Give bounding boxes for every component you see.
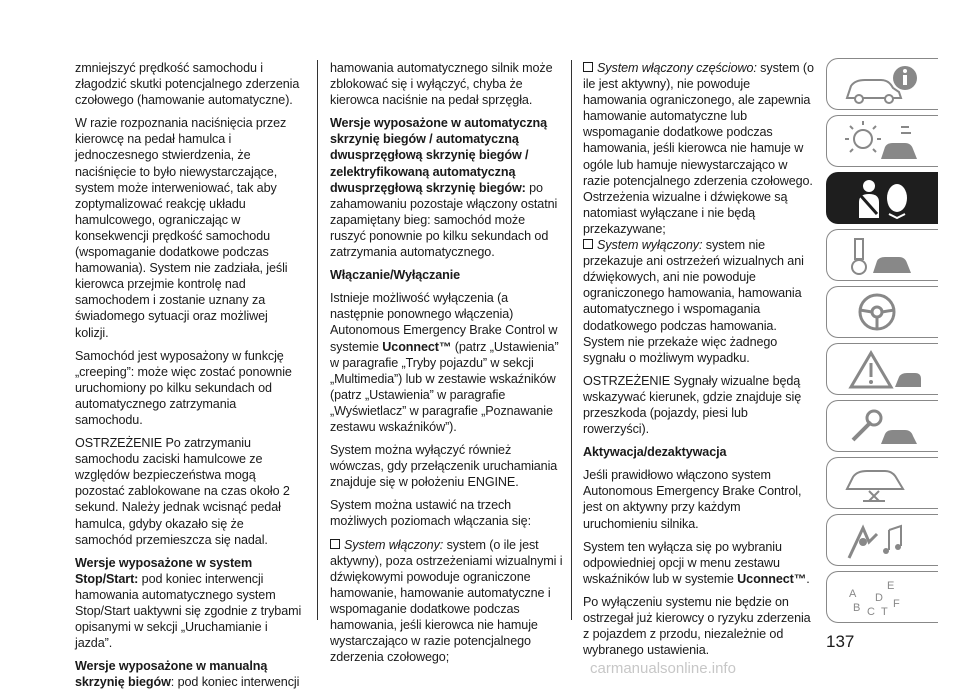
text-column-3 <box>583 60 815 665</box>
index-letter: D <box>875 592 883 604</box>
tab-multimedia-nav[interactable] <box>826 514 938 566</box>
chapter-tabs <box>826 58 938 628</box>
index-letter: B <box>853 602 861 614</box>
paragraph: System można wyłączyć również wówczas, gdy przełączenik uruchamiania znajduje się w położeniu ENGINE. <box>330 443 558 490</box>
paragraph <box>330 290 564 435</box>
car-info-icon <box>841 62 927 106</box>
bold-lead: Wersje wyposażone w system Stop/Start: <box>75 555 253 586</box>
paragraph-text: System ten wyłącza się po wybraniu odpowiedniej opcji w menu zestawu wskaźników lub w systemie <box>583 539 782 586</box>
multimedia-nav-icon <box>841 518 927 562</box>
checkbox-bullet-icon <box>583 62 593 72</box>
option-item <box>330 537 564 666</box>
brand-name: Uconnect™ <box>737 571 807 586</box>
index-letter: T <box>881 606 888 618</box>
warning-paragraph: OSTRZEŻENIE Sygnały wizualne będą wskazywać kierunek, gdzie znajduje się przeszkoda (pojazdy, piesi lub rowerzyści). <box>583 373 802 437</box>
warning-triangle-icon <box>841 347 927 391</box>
dashboard-lights-icon <box>841 119 927 163</box>
paragraph <box>583 539 815 587</box>
text-column-1 <box>75 60 303 697</box>
paragraph <box>75 658 303 690</box>
index-letter: A <box>849 588 857 600</box>
page-number: 137 <box>826 632 855 651</box>
paragraph: Samochód jest wyposażony w funkcję „creeping”: może więc zostać ponownie uruchomiony po kilku sekundach od automatycznego zatrzymania samochodu. <box>75 348 292 427</box>
column-divider-1 <box>317 60 318 620</box>
text-column-2 <box>330 60 564 672</box>
paragraph-text: . <box>806 571 810 586</box>
paragraph-text: pod koniec interwencji hamowania automatycznego system Stop/Start uaktywni się zgodnie z trybami opisanymi w sekcji „Uruchamianie i jazda”. <box>75 571 302 651</box>
option-label: System włączony częściowo: <box>597 61 757 75</box>
bold-lead: Wersje wyposażone w manualną skrzynię biegów <box>75 659 268 690</box>
paragraph: hamowania automatycznego silnik może zblokować się i wyłączyć, chyba że kierowca naciśnie na pedał sprzęgła. <box>330 61 553 108</box>
watermark: carmanualsonline.info <box>590 660 736 677</box>
steering-wheel-icon <box>841 290 927 334</box>
checkbox-bullet-icon <box>583 239 593 249</box>
paragraph-text: Istnieje możliwość wyłączenia (a następnie ponownego włączenia) Autonomous Emergency Brake Control w systemie <box>330 291 558 354</box>
tab-jack-car[interactable] <box>826 457 938 509</box>
paragraph-text: (patrz „Ustawienia” w paragrafie „Tryby pojazdu” w sekcji „Multimedia”) lub w zestawie wskaźników (patrz „Ustawienia” w paragrafie „Wyświetlacz” w paragrafie „Poznawanie zestawu wskaźników”). <box>330 339 559 434</box>
index-letter: F <box>893 598 900 610</box>
checkbox-bullet-icon <box>330 539 340 549</box>
option-item <box>583 237 815 366</box>
tab-wrench-car[interactable] <box>826 400 938 452</box>
section-heading: Aktywacja/dezaktywacja <box>583 445 727 460</box>
paragraph: System można ustawić na trzech możliwych poziomach włączania się: <box>330 498 531 529</box>
paragraph <box>330 115 564 260</box>
index-letter: E <box>887 580 895 592</box>
seatbelt-airbag-icon <box>841 176 927 220</box>
paragraph: Jeśli prawidłowo włączono system Autonomous Emergency Brake Control, jest on aktywny przy każdym uruchomieniu silnika. <box>583 468 802 531</box>
tab-dashboard-lights[interactable] <box>826 115 938 167</box>
paragraph: W razie rozpoznania naciśnięcia przez kierowcę na pedał hamulca i jednoczesnego stwierdzenia, że naciśnięcie to było niewystarczające, system może interweniować, tak aby zoptymalizować reakcję układu hamulcowego, ograniczając w konsekwencji prędkość samochodu (wspomaganie dodatkowe podczas hamowania). System nie zadziała, jeśli kierowca przejmie kontrolę nad samochodem i zostanie uznany za świadomego sytuacji oraz możliwej kolizji. <box>75 116 288 340</box>
paragraph-text: po zahamowaniu pozostaje włączony ostatni zapamiętany bieg: samochód może ruszyć ponownie po kilku sekundach od zatrzymania automatycznego. <box>330 180 558 260</box>
tab-alphabetical-index[interactable] <box>826 571 938 623</box>
index-letter: C <box>867 606 875 618</box>
option-item <box>583 60 815 237</box>
option-label: System wyłączony: <box>597 238 703 253</box>
tab-seatbelt-airbag[interactable] <box>826 172 938 224</box>
section-heading: Włączanie/Wyłączanie <box>330 268 461 283</box>
tab-car-info[interactable] <box>826 58 938 110</box>
paragraph: zmniejszyć prędkość samochodu i złagodzić skutki potencjalnego zderzenia czołowego (hamowanie automatyczne). <box>75 61 300 108</box>
paragraph-text: : pod koniec interwencji <box>170 675 300 690</box>
option-text: system (o ile jest aktywny), poza ostrzeżeniami wizualnymi i dźwiękowymi powoduje ograniczone hamowanie, hamowanie automatyczne i wspomaganie dodatkowe podczas hamowania, jeśli kierowca nie hamuje wystarczająco w razie potencjalnego zderzenia czołowego; <box>330 537 563 665</box>
warning-paragraph: OSTRZEŻENIE Po zatrzymaniu samochodu zaciski hamulcowe ze względów bezpieczeństwa mogą pozostać zablokowane na czas około 2 sekund. Należy jednak wcisnąć pedał hamulca, gdyby okazało się że samochód przemieszcza się nadal. <box>75 436 290 547</box>
option-label: System włączony: <box>344 537 444 552</box>
option-text: system (o ile jest aktywny), nie powoduje hamowania ograniczonego, ale zapewnia hamowanie automatyczne lub wspomaganie dodatkowe podczas hamowania, jeśli kierowca nie hamuje w ogóle lub hamuje niewystarczająco w razie potencjalnego zderzenia czołowego. Ostrzeżenia wizualne i dźwiękowe są natomiast wyłączane i nie będą przekazywane; <box>583 61 814 236</box>
wrench-car-icon <box>841 404 927 448</box>
bold-lead: Wersje wyposażone w automatyczną skrzynię biegów / automatyczną dwusprzęgłową skrzynię biegów / zelektryfikowaną automatyczną dwusprzęgłową skrzynię biegów: <box>330 116 548 195</box>
jack-car-icon <box>841 461 927 505</box>
tab-key-ignition[interactable] <box>826 229 938 281</box>
option-text: system nie przekazuje ani ostrzeżeń wizualnych ani dźwiękowych, ani nie powoduje ograniczonego hamowania, hamowania automatycznego i wspomagania dodatkowego podczas hamowania. System nie przekaże więc żadnego sygnału o możliwym wypadku. <box>583 238 804 365</box>
alphabetical-index-icon <box>841 575 927 619</box>
paragraph: Po wyłączeniu systemu nie będzie on ostrzegał już kierowcy o ryzyku zderzenia z pojazdem z przodu, niezależnie od wybranego ustawienia. <box>583 594 811 658</box>
column-divider-2 <box>571 60 572 620</box>
tab-warning-triangle[interactable] <box>826 343 938 395</box>
paragraph <box>75 555 303 652</box>
tab-steering-wheel[interactable] <box>826 286 938 338</box>
brand-name: Uconnect™ <box>382 339 452 354</box>
key-ignition-icon <box>841 233 927 277</box>
